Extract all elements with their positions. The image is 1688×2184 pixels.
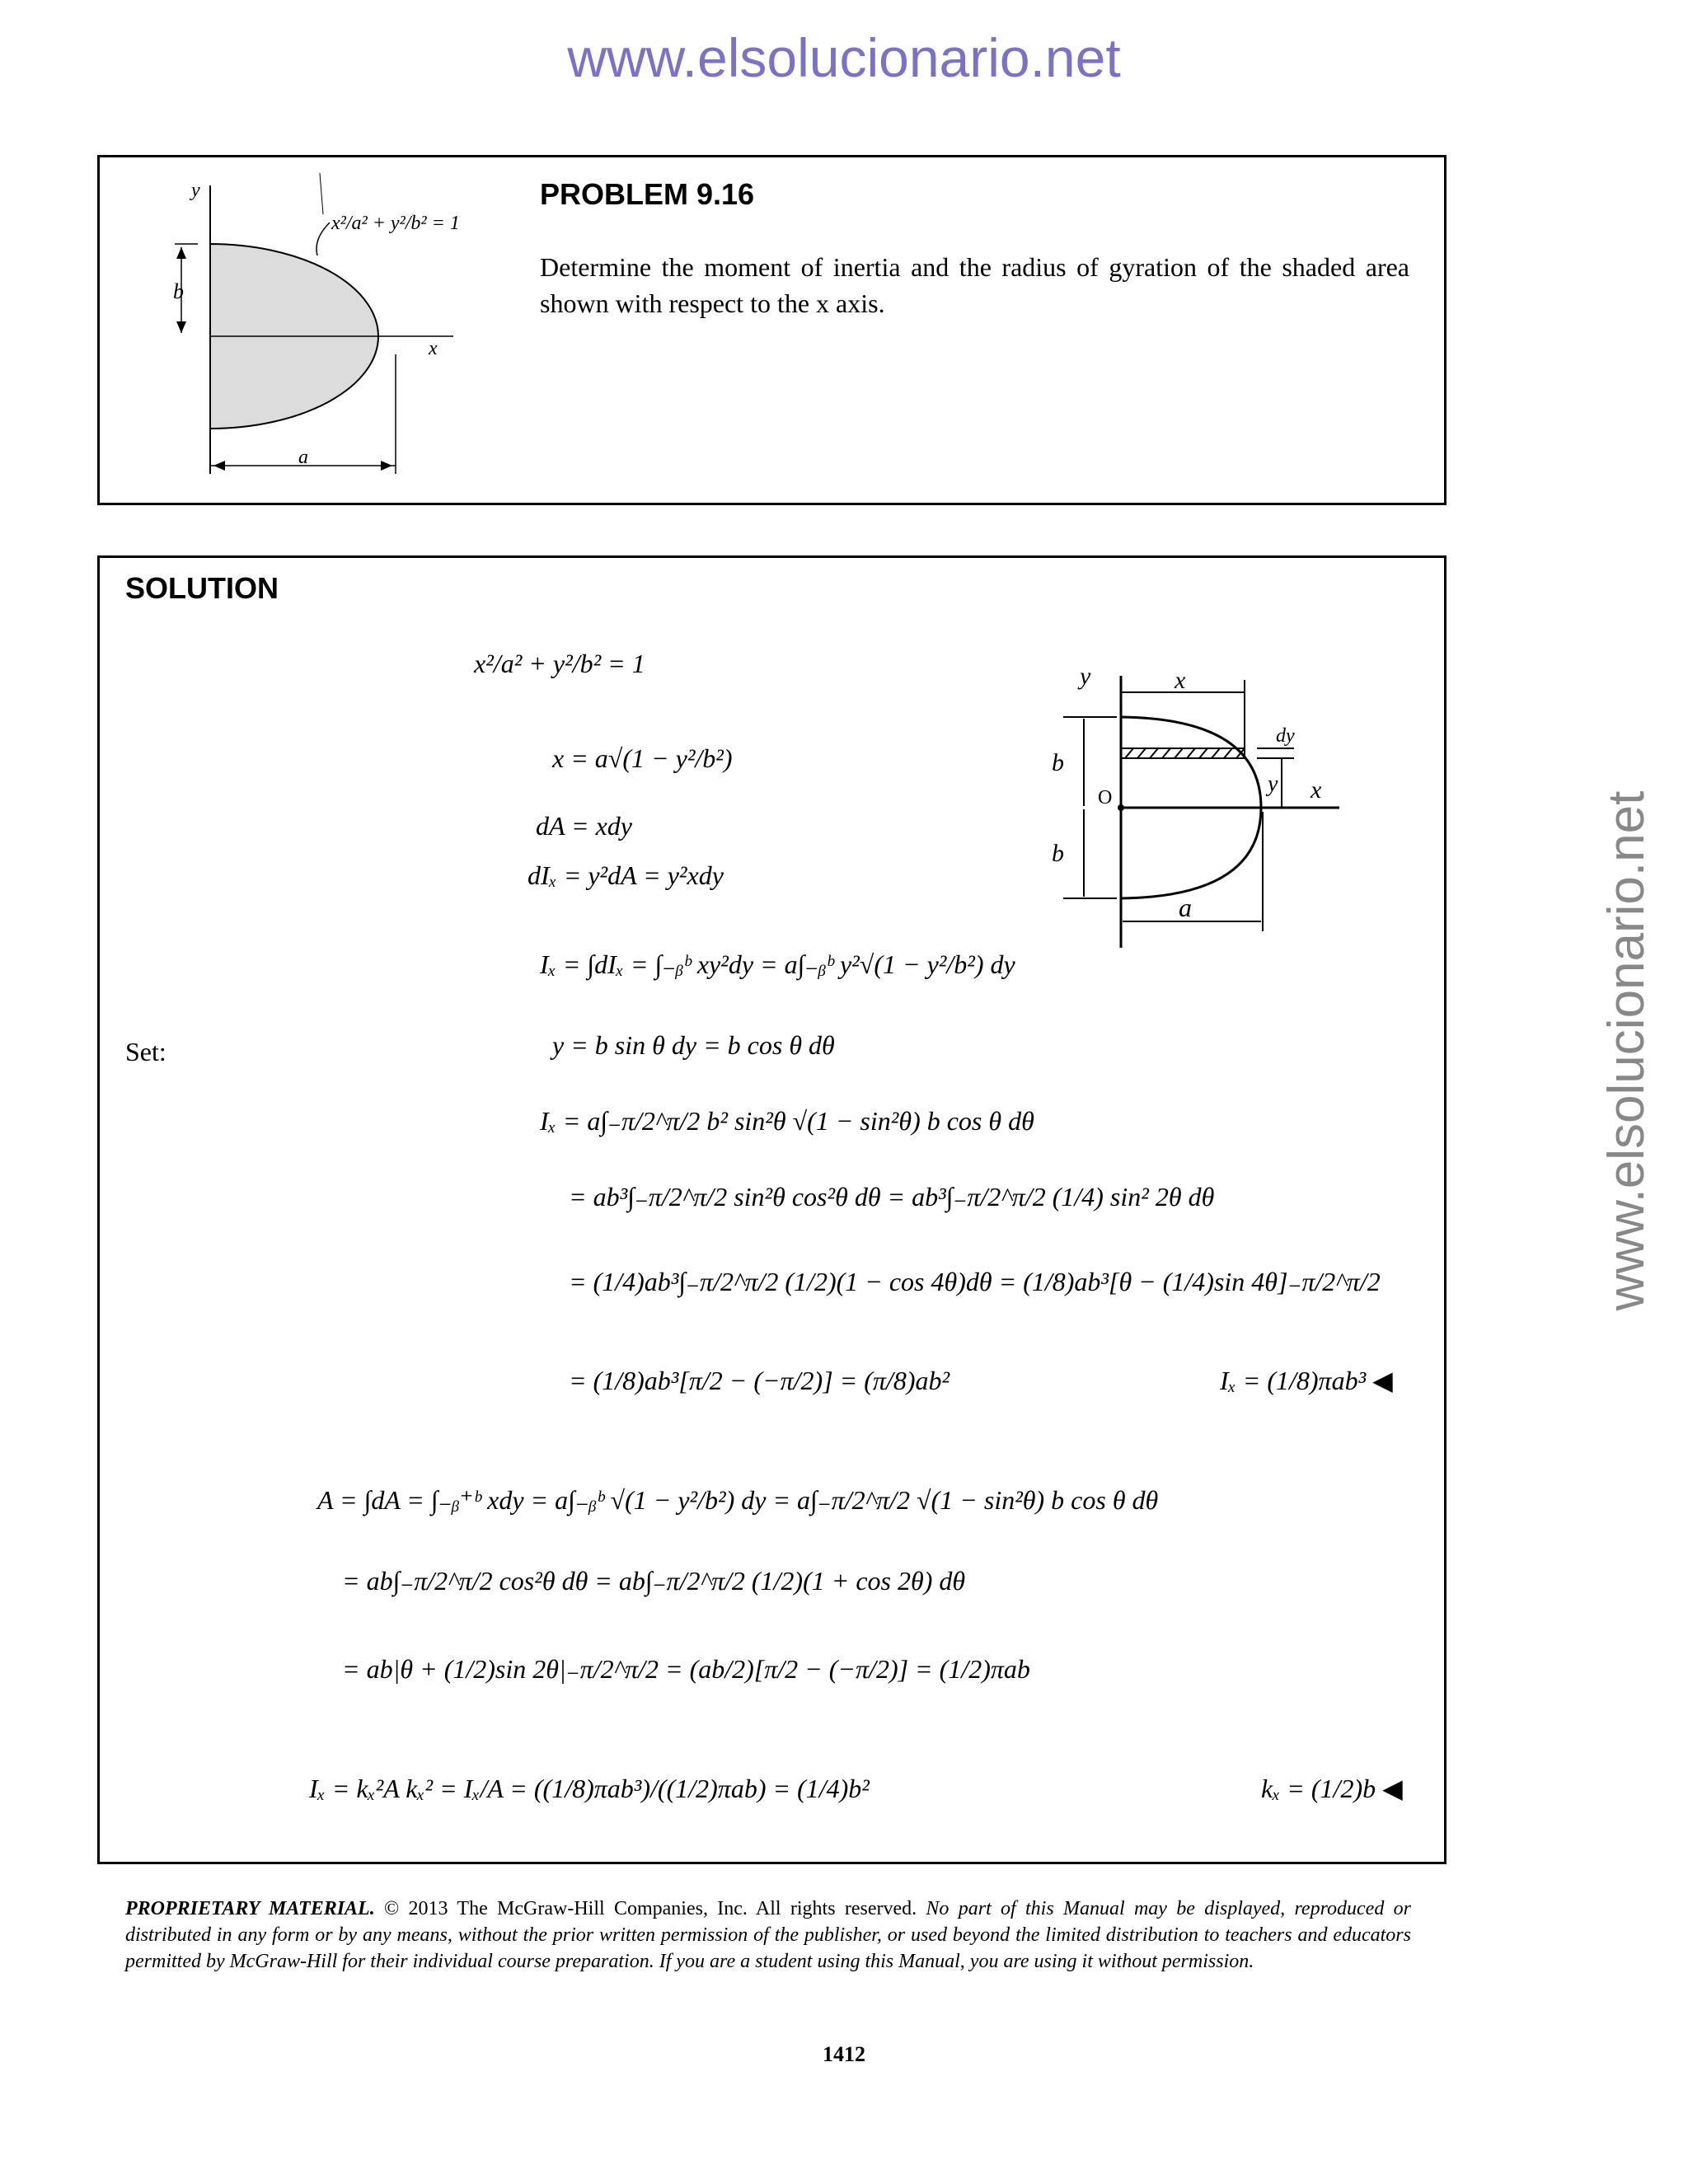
equation-line-3: dA = xdy [536, 811, 632, 841]
equation-line-8: = ab³∫₋π/2^π/2 sin²θ cos²θ dθ = ab³∫₋π/2^π/2 (1/4) sin² 2θ dθ [569, 1182, 1215, 1212]
problem-figure [148, 173, 495, 482]
page-number: 1412 [823, 2042, 865, 2066]
footer-normal: © 2013 The McGraw-Hill Companies, Inc. All rights reserved. [374, 1898, 926, 1919]
fig-y-label: y [191, 180, 200, 201]
equation-line-12: = ab∫₋π/2^π/2 cos²θ dθ = ab∫₋π/2^π/2 (1/2)(1 + cos 2θ) dθ [342, 1566, 966, 1596]
sketch-b-top: b [1052, 749, 1064, 776]
answer-kx: kₓ = (1/2)b ◀ [1261, 1774, 1403, 1803]
equation-line-6: y = b sin θ dy = b cos θ dθ [552, 1030, 835, 1060]
footer-copyright [125, 1896, 1411, 1975]
problem-statement: Determine the moment of inertia and the radius of gyration of the shaded area shown with respect to the x axis. [540, 252, 1409, 318]
answer-ix: Iₓ = (1/8)πab³ ◀ [1220, 1366, 1393, 1395]
footer-bold: PROPRIETARY MATERIAL. [125, 1898, 375, 1919]
set-label: Set: [125, 1037, 166, 1066]
equation-line-13: = ab|θ + (1/2)sin 2θ|₋π/2^π/2 = (ab/2)[π/2 − (−π/2)] = (1/2)πab [342, 1654, 1030, 1684]
fig-equation-label: x²/a² + y²/b² = 1 [331, 213, 460, 234]
equation-line-11: A = ∫dA = ∫₋ᵦ⁺ᵇ xdy = a∫₋ᵦᵇ √(1 − y²/b²) dy = a∫₋π/2^π/2 √(1 − sin²θ) b cos θ dθ [317, 1485, 1159, 1515]
problem-title: PROBLEM 9.16 [540, 177, 755, 211]
equation-line-2: x = a√(1 − y²/b²) [552, 743, 733, 773]
sketch-y: y [1080, 663, 1091, 690]
equation-line-4: dIₓ = y²dA = y²xdy [528, 860, 724, 890]
equation-line-7: Iₓ = a∫₋π/2^π/2 b² sin²θ √(1 − sin²θ) b cos θ dθ [540, 1106, 1034, 1136]
watermark-side-text: www.elsolucionario.net [1598, 790, 1655, 1311]
solution-title: SOLUTION [125, 571, 279, 605]
equation-line-9: = (1/4)ab³∫₋π/2^π/2 (1/2)(1 − cos 4θ)dθ = (1/8)ab³[θ − (1/4)sin 4θ]₋π/2^π/2 [569, 1267, 1381, 1296]
sketch-x: x [1311, 776, 1322, 804]
equation-line-1: x²/a² + y²/b² = 1 [474, 649, 645, 678]
equation-line-10: = (1/8)ab³[π/2 − (−π/2)] = (π/8)ab² [569, 1366, 950, 1395]
equation-line-14: Iₓ = kₓ²A kₓ² = Iₓ/A = ((1/8)πab³)/((1/2)πab) = (1/4)b² [309, 1774, 870, 1803]
solution-sketch [1047, 659, 1360, 956]
sketch-y-small: y [1268, 771, 1278, 797]
equation-line-5: Iₓ = ∫dIₓ = ∫₋ᵦᵇ xy²dy = a∫₋ᵦᵇ y²√(1 − y²/b²) dy [540, 949, 1015, 979]
fig-x-label: x [429, 338, 438, 359]
fig-a-label: a [298, 447, 308, 468]
fig-b-label: b [173, 279, 184, 303]
footer-italic: No part of this Manual may be displayed, reproduced or distributed in any form or by any means, without the prior written permission of the publisher, or used beyond the limited distribution to teachers and educators permitted by McGraw-Hill for their individual course preparation. If you are a student using this Manual, you are using it without permission. [125, 1898, 1411, 1972]
sketch-x-top: x [1175, 667, 1186, 694]
sketch-b-bottom: b [1052, 840, 1064, 867]
sketch-dy: dy [1276, 725, 1295, 747]
sketch-a: a [1179, 893, 1192, 922]
sketch-o: O [1098, 787, 1113, 808]
watermark-top: www.elsolucionario.net [567, 27, 1121, 88]
